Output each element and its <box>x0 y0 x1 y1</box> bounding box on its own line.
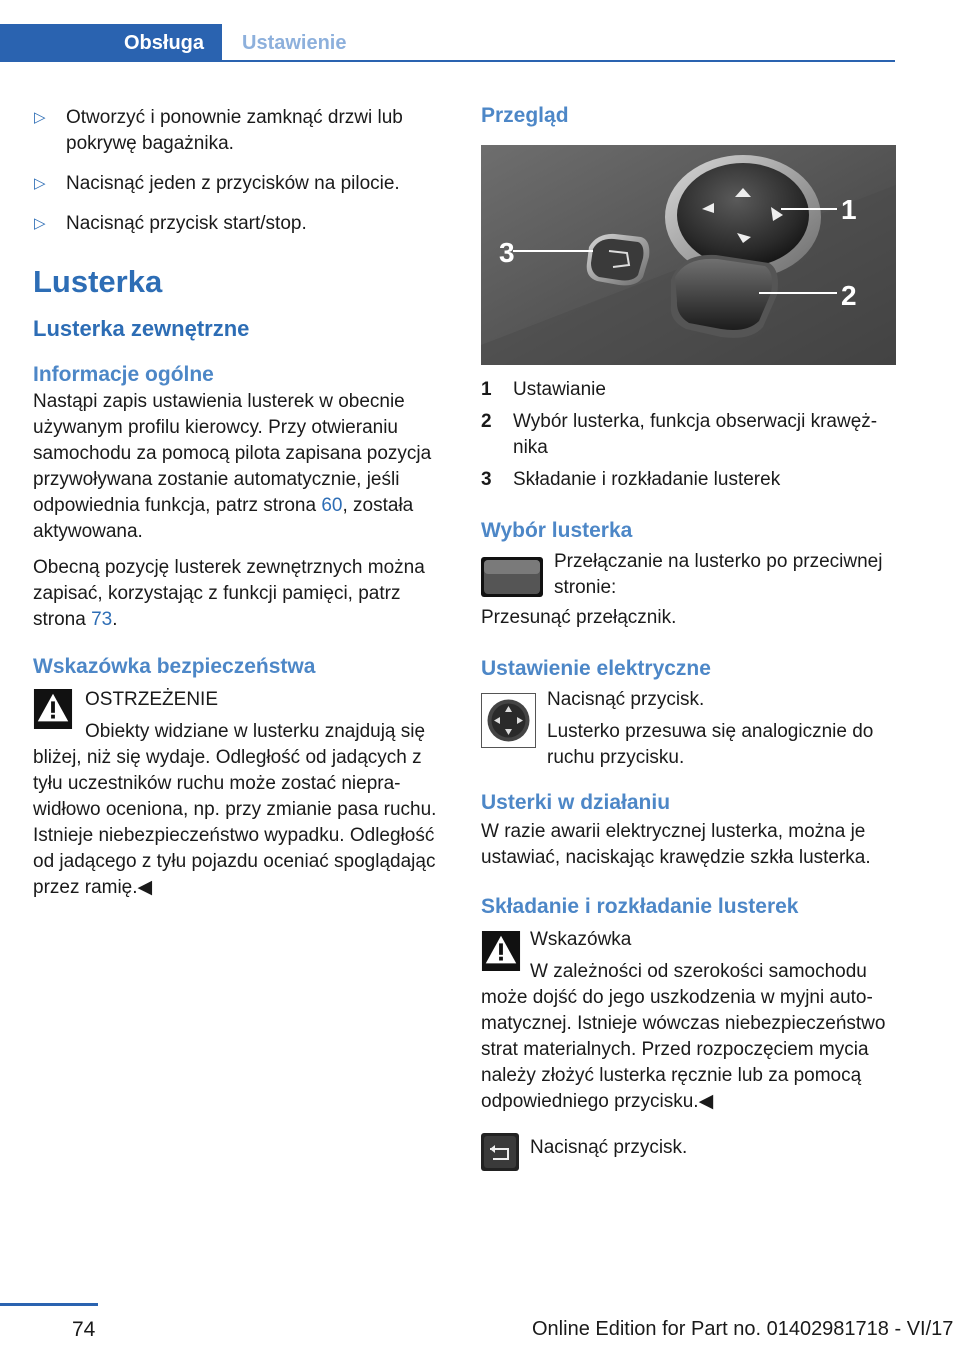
faults-text: W razie awarii elektrycznej lusterka, można je ustawiać, naciskając krawędzie szkła lusterka. <box>481 821 871 868</box>
warning-block <box>33 687 448 901</box>
list-item: ▷ Nacisnąć przycisk start/stop. <box>33 211 448 237</box>
warning-first-line: Obiekty widziane w lusterku znajdują się <box>85 721 426 742</box>
heading-przeglad: Przegląd <box>481 104 569 127</box>
photo-label-2: 2 <box>841 280 857 311</box>
triangle-bullet-icon: ▷ <box>34 215 46 232</box>
fold-warning-block <box>481 927 896 1115</box>
footer-rule <box>0 1303 98 1306</box>
warning-title: OSTRZEŻENIE <box>85 689 219 710</box>
right-column <box>481 100 896 1179</box>
select-instruction: Przesunąć przełącznik. <box>481 607 677 628</box>
photo-label-3: 3 <box>499 237 515 268</box>
mirror-switch-icon <box>481 557 543 597</box>
tab-obsluga[interactable]: Obsługa <box>0 24 222 62</box>
header-tabs <box>0 24 895 62</box>
warning-text: bliżej, niż się wydaje. Odległość od jadących z tyłu uczestników ruchu może zostać nieprawidłowo oceniona, np. przy zmianie pasa ruchu. Istnieje niebezpieczeństwo wypadku. Odległość od jadącego z tyłu pojazdu oceniać spoglądając przez ramię.◀ <box>33 747 437 898</box>
list-item: ▷ Nacisnąć jeden z przycisków na pilocie. <box>33 171 448 197</box>
tab-ustawienie[interactable]: Ustawienie <box>242 31 347 54</box>
edition-note: Online Edition for Part no. 01402981718 - VI/17 <box>532 1318 954 1340</box>
heading-lusterka: Lusterka <box>33 264 163 299</box>
fold-press-text: Nacisnąć przycisk. <box>530 1137 688 1158</box>
mirror-controls-photo <box>481 145 896 365</box>
heading-informacje-ogolne: Informacje ogólne <box>33 363 214 386</box>
page-link-73[interactable]: 73 <box>91 609 113 630</box>
heading-wybor-lusterka: Wybór lusterka <box>481 519 633 542</box>
warning-triangle-icon <box>33 689 73 729</box>
select-text: Przełączanie na lusterko po przeciwnej stronie: <box>554 551 883 598</box>
fold-warning-first-line: W zależności od szerokości samochodu <box>530 961 867 982</box>
tab-underline <box>222 60 895 62</box>
heading-wskazowka-bezpieczenstwa: Wskazówka bezpieczeństwa <box>33 655 316 678</box>
heading-ustawienie-elektryczne: Ustawienie elektryczne <box>481 657 711 680</box>
legend-row: 3 Składanie i rozkładanie lusterek <box>481 469 781 490</box>
triangle-bullet-icon: ▷ <box>34 175 46 192</box>
bullet-list <box>33 105 448 237</box>
fold-mirror-button-icon <box>481 1133 519 1171</box>
electric-step-1: Nacisnąć przycisk. <box>547 689 705 710</box>
joystick-button-icon <box>481 693 536 748</box>
legend-row: 1 Ustawianie <box>481 379 606 400</box>
select-block <box>481 549 896 601</box>
photo-label-1: 1 <box>841 194 857 225</box>
legend <box>481 377 896 493</box>
heading-skladanie: Składanie i rozkładanie lusterek <box>481 895 799 918</box>
heading-lusterka-zewnetrzne: Lusterka zewnętrzne <box>33 316 250 341</box>
fold-warning-text: może dojść do jego uszkodzenia w myjni automatycznej. Istnieje wówczas niebezpieczeństwo strat materialnych. Przed rozpoczęciem mycia należy złożyć lusterka ręcznie lub za pomocą odpowiedniego przycisku.◀ <box>481 987 886 1112</box>
left-column <box>33 100 448 901</box>
paragraph-profile: Nastąpi zapis ustawienia lusterek w obecnie używanym profilu kierowcy. Przy otwieraniu samochodu za pomocą pilota zapisana pozycja przywoływana zostanie automatycznie, jeśli odpowiednia funkcja, patrz strona 60, została aktywowana. <box>33 391 432 542</box>
page-link-60[interactable]: 60 <box>321 495 343 516</box>
electric-block <box>481 687 896 771</box>
triangle-bullet-icon: ▷ <box>34 109 46 126</box>
electric-step-2: Lusterko przesuwa się analogicznie do ruchu przycisku. <box>547 721 874 768</box>
fold-press-block <box>481 1133 896 1179</box>
list-item: ▷ Otworzyć i ponownie zamknąć drzwi lub pokrywę bagażnika. <box>34 107 403 154</box>
warning-triangle-icon <box>481 931 521 971</box>
paragraph-memory: Obecną pozycję lusterek zewnętrznych można zapisać, korzystając z funkcji pamięci, patrz strona 73. <box>33 557 425 630</box>
page-number: 74 <box>72 1318 96 1341</box>
heading-usterki: Usterki w działaniu <box>481 791 671 814</box>
fold-warning-title: Wskazówka <box>530 929 632 950</box>
legend-row: 2 Wybór lusterka, funkcja obserwacji krawężnika <box>481 411 878 458</box>
